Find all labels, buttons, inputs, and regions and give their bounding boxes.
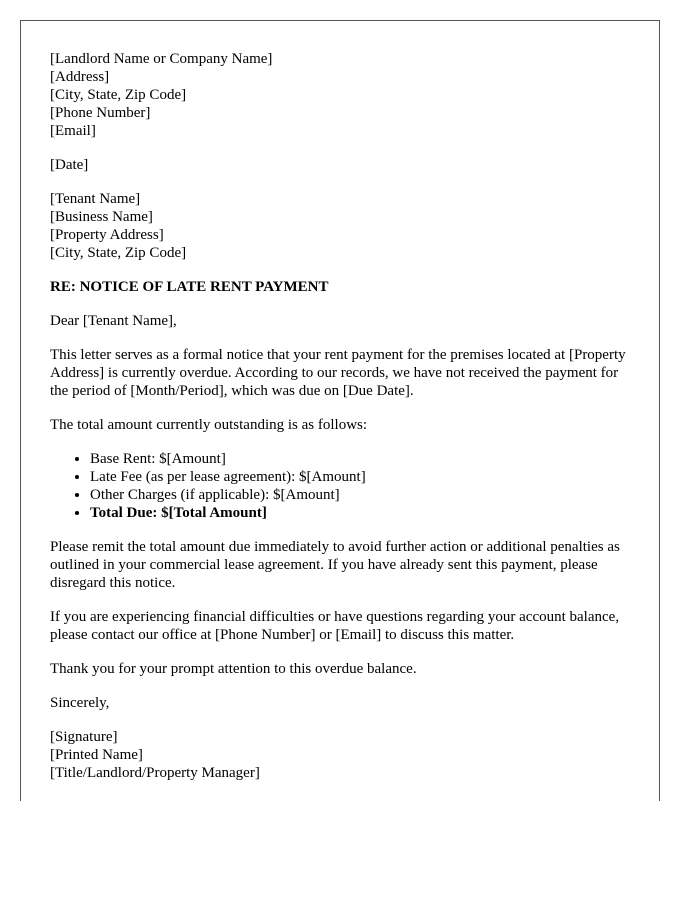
charge-item-base-rent: • Base Rent: $[Amount] [90,450,630,468]
sender-address: [Address] [50,69,110,85]
sender-name: [Landlord Name or Company Name] [50,51,273,67]
salutation: Dear [Tenant Name], [50,313,177,329]
charge-item-late-fee: • Late Fee (as per lease agreement): $[Amount] [90,468,630,486]
letter-date: [Date] [50,157,89,173]
recipient-property-address: [Property Address] [50,227,164,243]
date-block [50,156,630,174]
sender-email: [Email] [50,123,96,139]
letter-page [20,20,660,801]
sender-address-block [50,50,630,140]
remit-paragraph: Please remit the total amount due immediately to avoid further action or additional penalties as outlined in your commercial lease agreement. If you have already sent this payment, please disregard this notice. [50,539,620,591]
difficulties-paragraph: If you are experiencing financial difficulties or have questions regarding your account balance, please contact our office at [Phone Number] or [Email] to discuss this matter. [50,609,620,643]
amount-intro-paragraph: The total amount currently outstanding is as follows: [50,417,368,433]
thanks-paragraph: Thank you for your prompt attention to this overdue balance. [50,661,417,677]
charges-list [50,450,630,522]
charge-item-other: • Other Charges (if applicable): $[Amount] [90,486,630,504]
recipient-tenant-name: [Tenant Name] [50,191,141,207]
recipient-business-name: [Business Name] [50,209,153,225]
recipient-address-block [50,190,630,262]
printed-name: [Printed Name] [50,747,143,763]
subject-line: RE: NOTICE OF LATE RENT PAYMENT [50,279,329,295]
signature-placeholder: [Signature] [50,729,118,745]
sender-city-state-zip: [City, State, Zip Code] [50,87,187,103]
signer-title: [Title/Landlord/Property Manager] [50,765,260,781]
charge-item-total-due: • Total Due: $[Total Amount] [90,504,630,522]
recipient-city-state-zip: [City, State, Zip Code] [50,245,187,261]
closing: Sincerely, [50,695,110,711]
intro-paragraph: This letter serves as a formal notice that your rent payment for the premises located at [Property Address] is currently overdue. According to our records, we have not received the payment for the period of [Month/Period], which was due on [Due Date]. [50,347,626,399]
letter-content [50,50,630,798]
signature-block [50,728,630,782]
sender-phone: [Phone Number] [50,105,151,121]
